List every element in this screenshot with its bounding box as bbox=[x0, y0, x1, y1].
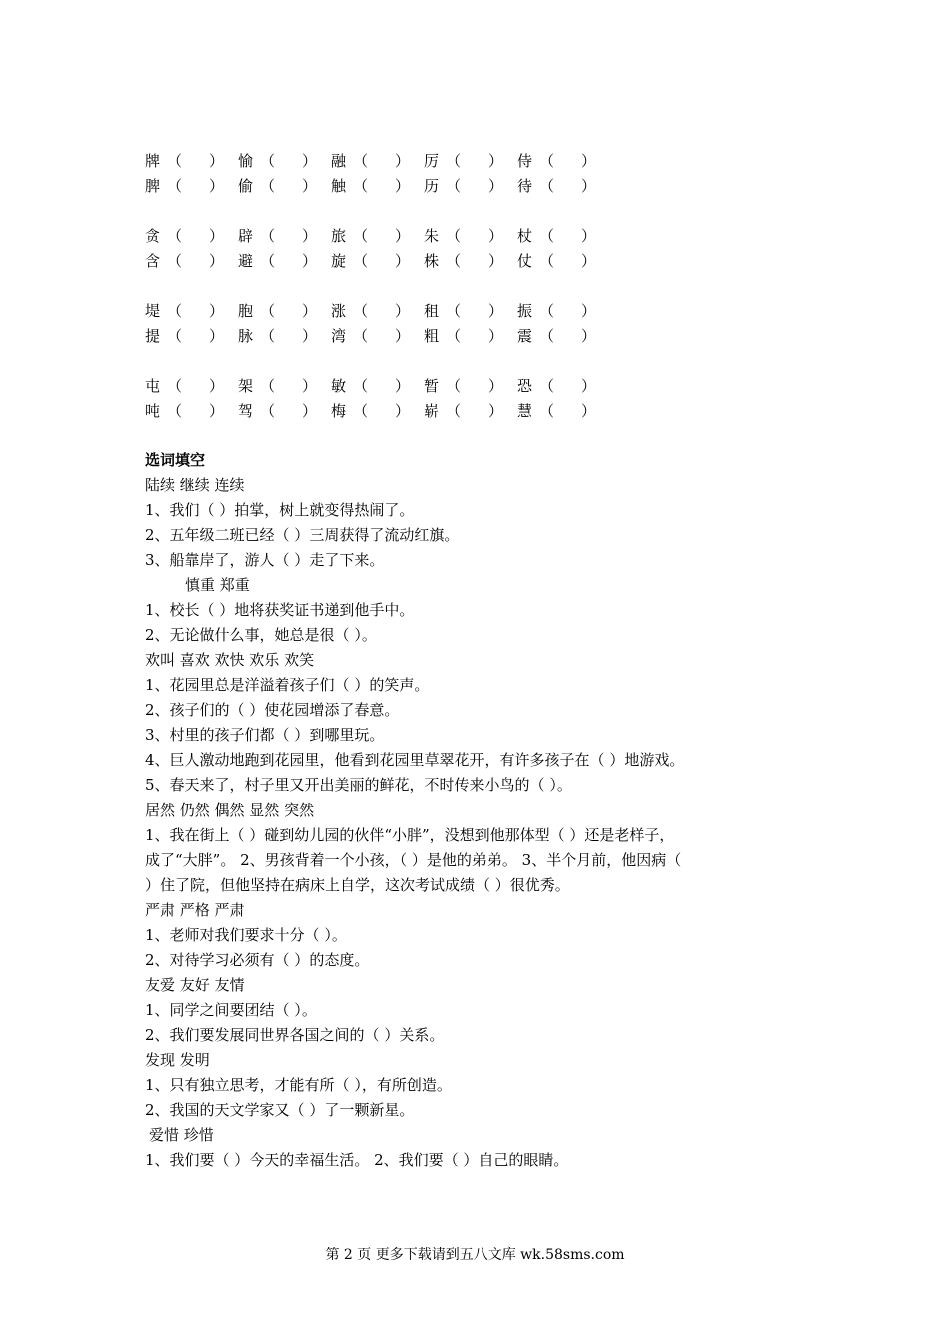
question-line: 1、我们（ ）拍掌，树上就变得热闹了。 bbox=[145, 501, 415, 519]
char-row bbox=[145, 325, 625, 350]
char-cell bbox=[238, 225, 331, 247]
paren-open: （ bbox=[260, 177, 276, 195]
char-group bbox=[145, 150, 625, 200]
paren-close: ） bbox=[302, 177, 318, 195]
page-footer: 第 2 页 更多下载请到五八文库 wk.58sms.com bbox=[325, 1247, 625, 1263]
char-cell bbox=[331, 375, 424, 397]
char-row bbox=[145, 225, 625, 250]
paren-open: （ bbox=[539, 177, 555, 195]
char-cell bbox=[145, 300, 238, 322]
paren-open: （ bbox=[167, 227, 183, 245]
paren-open: （ bbox=[353, 377, 369, 395]
char: 脾 bbox=[145, 177, 161, 195]
paren-close: ） bbox=[209, 402, 225, 420]
char-cell bbox=[517, 175, 610, 197]
paren-close: ） bbox=[209, 252, 225, 270]
question-line: 3、村里的孩子们都（ ）到哪里玩。 bbox=[145, 726, 385, 744]
question-line: 1、我们要（ ）今天的幸福生活。 2、我们要（ ）自己的眼睛。 bbox=[145, 1151, 569, 1169]
paren-close: ） bbox=[302, 152, 318, 170]
paren-open: （ bbox=[167, 402, 183, 420]
char: 贪 bbox=[145, 227, 161, 245]
char: 厉 bbox=[424, 152, 440, 170]
char: 胞 bbox=[238, 302, 254, 320]
char-row bbox=[145, 300, 625, 325]
char-group bbox=[145, 225, 625, 275]
question-line: 1、校长（ ）地将获奖证书递到他手中。 bbox=[145, 601, 415, 619]
question-line: 成了“大胖”。 2、男孩背着一个小孩，（ ）是他的弟弟。 3、半个月前，他因病（ bbox=[145, 851, 682, 869]
paren-open: （ bbox=[260, 252, 276, 270]
char-cell bbox=[331, 225, 424, 247]
paren-open: （ bbox=[446, 227, 462, 245]
char-group bbox=[145, 300, 625, 350]
char: 屯 bbox=[145, 377, 161, 395]
word-options: 陆续 继续 连续 bbox=[145, 476, 245, 494]
question-line: 2、孩子们的（ ）使花园增添了春意。 bbox=[145, 701, 400, 719]
char-cell bbox=[424, 150, 517, 172]
paren-open: （ bbox=[260, 152, 276, 170]
paren-close: ） bbox=[209, 152, 225, 170]
question-line: 4、巨人激动地跑到花园里，他看到花园里草翠花开，有许多孩子在（ ）地游戏。 bbox=[145, 751, 685, 769]
paren-close: ） bbox=[302, 302, 318, 320]
char-cell bbox=[424, 250, 517, 272]
char: 历 bbox=[424, 177, 440, 195]
char-cell bbox=[424, 325, 517, 347]
char-cell bbox=[424, 375, 517, 397]
char: 脉 bbox=[238, 327, 254, 345]
paren-open: （ bbox=[260, 227, 276, 245]
paren-close: ） bbox=[395, 252, 411, 270]
paren-close: ） bbox=[209, 302, 225, 320]
char: 涨 bbox=[331, 302, 347, 320]
paren-open: （ bbox=[353, 252, 369, 270]
char-row bbox=[145, 250, 625, 275]
char-cell bbox=[517, 300, 610, 322]
char: 振 bbox=[517, 302, 533, 320]
paren-open: （ bbox=[539, 327, 555, 345]
paren-close: ） bbox=[488, 327, 504, 345]
paren-close: ） bbox=[209, 227, 225, 245]
paren-open: （ bbox=[353, 302, 369, 320]
paren-close: ） bbox=[488, 227, 504, 245]
paren-close: ） bbox=[581, 227, 597, 245]
question-line: 2、五年级二班已经（ ）三周获得了流动红旗。 bbox=[145, 526, 460, 544]
char-cell bbox=[238, 375, 331, 397]
char-cell bbox=[517, 325, 610, 347]
paren-close: ） bbox=[581, 402, 597, 420]
question-line: 2、我国的天文学家又（ ）了一颗新星。 bbox=[145, 1101, 415, 1119]
char-cell bbox=[238, 150, 331, 172]
char: 触 bbox=[331, 177, 347, 195]
char-cell bbox=[331, 325, 424, 347]
char: 堤 bbox=[145, 302, 161, 320]
char-cell bbox=[517, 150, 610, 172]
paren-open: （ bbox=[353, 327, 369, 345]
section-title: 选词填空 bbox=[145, 451, 206, 469]
char-cell bbox=[238, 325, 331, 347]
question-line: 1、我在街上（ ）碰到幼儿园的伙伴“小胖”，没想到他那体型（ ）还是老样子， bbox=[145, 826, 675, 844]
word-options: 友爱 友好 友情 bbox=[145, 976, 245, 994]
paren-open: （ bbox=[260, 402, 276, 420]
paren-close: ） bbox=[209, 177, 225, 195]
char: 牌 bbox=[145, 152, 161, 170]
char: 杖 bbox=[517, 227, 533, 245]
char-cell bbox=[331, 150, 424, 172]
paren-open: （ bbox=[167, 177, 183, 195]
paren-close: ） bbox=[488, 252, 504, 270]
char-cell bbox=[331, 250, 424, 272]
word-options: 欢叫 喜欢 欢快 欢乐 欢笑 bbox=[145, 651, 315, 669]
char: 吨 bbox=[145, 402, 161, 420]
paren-close: ） bbox=[395, 177, 411, 195]
char: 含 bbox=[145, 252, 161, 270]
char: 架 bbox=[238, 377, 254, 395]
paren-close: ） bbox=[302, 402, 318, 420]
char-cell bbox=[424, 175, 517, 197]
paren-close: ） bbox=[395, 227, 411, 245]
char: 朱 bbox=[424, 227, 440, 245]
paren-close: ） bbox=[581, 302, 597, 320]
char: 株 bbox=[424, 252, 440, 270]
char: 旋 bbox=[331, 252, 347, 270]
paren-open: （ bbox=[260, 327, 276, 345]
paren-open: （ bbox=[353, 227, 369, 245]
char-row bbox=[145, 150, 625, 175]
char-cell bbox=[424, 225, 517, 247]
paren-close: ） bbox=[488, 377, 504, 395]
paren-open: （ bbox=[446, 252, 462, 270]
paren-open: （ bbox=[446, 377, 462, 395]
paren-open: （ bbox=[167, 302, 183, 320]
char: 震 bbox=[517, 327, 533, 345]
paren-close: ） bbox=[395, 327, 411, 345]
char-cell bbox=[238, 400, 331, 422]
char-cell bbox=[145, 375, 238, 397]
paren-open: （ bbox=[446, 402, 462, 420]
paren-close: ） bbox=[302, 227, 318, 245]
paren-close: ） bbox=[581, 252, 597, 270]
char-cell bbox=[331, 300, 424, 322]
paren-close: ） bbox=[581, 327, 597, 345]
char: 提 bbox=[145, 327, 161, 345]
char-cell bbox=[517, 400, 610, 422]
paren-open: （ bbox=[446, 177, 462, 195]
paren-close: ） bbox=[209, 327, 225, 345]
char: 愉 bbox=[238, 152, 254, 170]
char: 粗 bbox=[424, 327, 440, 345]
paren-close: ） bbox=[581, 177, 597, 195]
paren-close: ） bbox=[581, 152, 597, 170]
paren-open: （ bbox=[446, 152, 462, 170]
paren-open: （ bbox=[539, 227, 555, 245]
char: 梅 bbox=[331, 402, 347, 420]
paren-close: ） bbox=[395, 402, 411, 420]
paren-open: （ bbox=[167, 152, 183, 170]
char-cell bbox=[238, 300, 331, 322]
paren-open: （ bbox=[353, 177, 369, 195]
paren-close: ） bbox=[395, 152, 411, 170]
question-line: 2、我们要发展同世界各国之间的（ ）关系。 bbox=[145, 1026, 445, 1044]
char: 侍 bbox=[517, 152, 533, 170]
char-group bbox=[145, 375, 625, 425]
paren-open: （ bbox=[260, 377, 276, 395]
char: 偷 bbox=[238, 177, 254, 195]
paren-open: （ bbox=[353, 152, 369, 170]
char: 仗 bbox=[517, 252, 533, 270]
paren-open: （ bbox=[167, 377, 183, 395]
char: 湾 bbox=[331, 327, 347, 345]
question-line: ）住了院，但他坚持在病床上自学，这次考试成绩（ ）很优秀。 bbox=[145, 876, 570, 894]
char: 租 bbox=[424, 302, 440, 320]
char: 辟 bbox=[238, 227, 254, 245]
char-cell bbox=[145, 150, 238, 172]
paren-close: ） bbox=[488, 152, 504, 170]
question-line: 2、无论做什么事，她总是很（ ）。 bbox=[145, 626, 377, 644]
paren-close: ） bbox=[395, 302, 411, 320]
char-cell bbox=[424, 400, 517, 422]
word-options: 爱惜 珍惜 bbox=[149, 1126, 214, 1144]
paren-close: ） bbox=[395, 377, 411, 395]
char-cell bbox=[238, 250, 331, 272]
paren-open: （ bbox=[539, 152, 555, 170]
char-cell bbox=[145, 325, 238, 347]
paren-close: ） bbox=[302, 327, 318, 345]
char: 暂 bbox=[424, 377, 440, 395]
char-row bbox=[145, 375, 625, 400]
paren-open: （ bbox=[539, 402, 555, 420]
question-line: 2、对待学习必须有（ ）的态度。 bbox=[145, 951, 370, 969]
char-row bbox=[145, 400, 625, 425]
paren-open: （ bbox=[446, 327, 462, 345]
char: 融 bbox=[331, 152, 347, 170]
character-compare-table bbox=[145, 150, 625, 450]
paren-open: （ bbox=[353, 402, 369, 420]
question-line: 3、船靠岸了，游人（ ）走了下来。 bbox=[145, 551, 385, 569]
paren-open: （ bbox=[539, 302, 555, 320]
char: 旅 bbox=[331, 227, 347, 245]
question-line: 1、老师对我们要求十分（ ）。 bbox=[145, 926, 347, 944]
paren-open: （ bbox=[167, 252, 183, 270]
char: 避 bbox=[238, 252, 254, 270]
word-options: 发现 发明 bbox=[145, 1051, 210, 1069]
char: 敏 bbox=[331, 377, 347, 395]
paren-close: ） bbox=[488, 402, 504, 420]
paren-open: （ bbox=[260, 302, 276, 320]
paren-close: ） bbox=[488, 177, 504, 195]
word-options: 严肃 严格 严肃 bbox=[145, 901, 245, 919]
question-line: 5、春天来了，村子里又开出美丽的鲜花，不时传来小鸟的（ ）。 bbox=[145, 776, 572, 794]
word-options: 慎重 郑重 bbox=[185, 576, 250, 594]
char-cell bbox=[331, 175, 424, 197]
paren-close: ） bbox=[209, 377, 225, 395]
char-cell bbox=[517, 375, 610, 397]
char-cell bbox=[331, 400, 424, 422]
char-cell bbox=[145, 225, 238, 247]
char-cell bbox=[517, 250, 610, 272]
word-choice-section bbox=[145, 448, 825, 1173]
paren-close: ） bbox=[581, 377, 597, 395]
paren-open: （ bbox=[539, 377, 555, 395]
paren-open: （ bbox=[167, 327, 183, 345]
char-cell bbox=[424, 300, 517, 322]
char-cell bbox=[145, 175, 238, 197]
char: 待 bbox=[517, 177, 533, 195]
paren-close: ） bbox=[302, 377, 318, 395]
char-cell bbox=[145, 400, 238, 422]
char-cell bbox=[238, 175, 331, 197]
char-cell bbox=[145, 250, 238, 272]
paren-open: （ bbox=[446, 302, 462, 320]
char: 慧 bbox=[517, 402, 533, 420]
paren-close: ） bbox=[302, 252, 318, 270]
char: 恐 bbox=[517, 377, 533, 395]
char-row bbox=[145, 175, 625, 200]
word-options: 居然 仍然 偶然 显然 突然 bbox=[145, 801, 315, 819]
question-line: 1、只有独立思考，才能有所（ ），有所创造。 bbox=[145, 1076, 452, 1094]
question-line: 1、花园里总是洋溢着孩子们（ ）的笑声。 bbox=[145, 676, 430, 694]
char: 崭 bbox=[424, 402, 440, 420]
char: 驾 bbox=[238, 402, 254, 420]
paren-close: ） bbox=[488, 302, 504, 320]
char-cell bbox=[517, 225, 610, 247]
paren-open: （ bbox=[539, 252, 555, 270]
question-line: 1、同学之间要团结（ ）。 bbox=[145, 1001, 317, 1019]
